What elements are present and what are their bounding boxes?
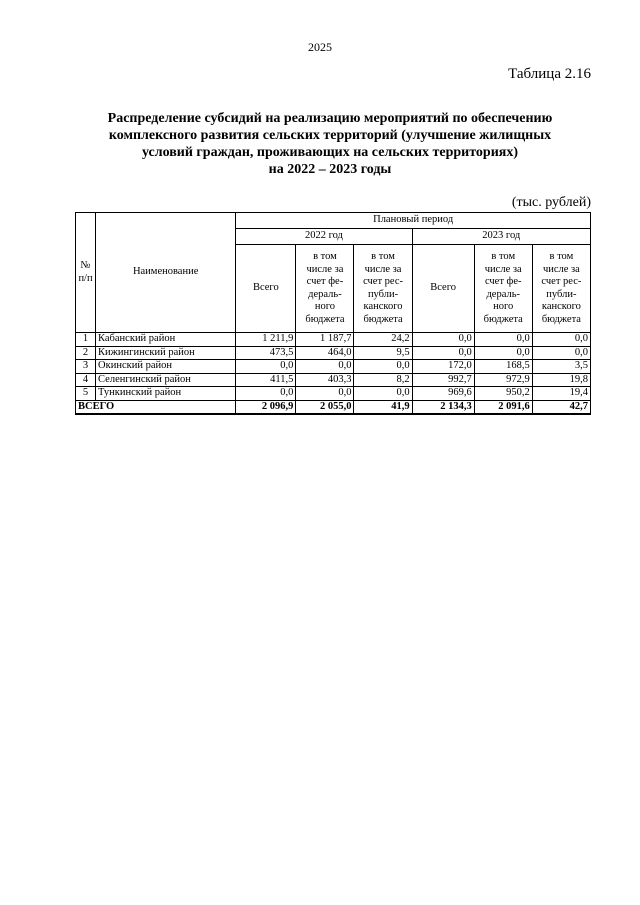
cell-value: 464,0	[296, 346, 354, 360]
total-value: 42,7	[532, 400, 590, 414]
cell-value: 172,0	[412, 360, 474, 374]
page-number: 2025	[308, 40, 332, 54]
header-period: Плановый период	[236, 213, 591, 229]
row-name: Кабанский район	[96, 333, 236, 347]
row-number: 5	[76, 387, 96, 401]
cell-value: 403,3	[296, 373, 354, 387]
table-row	[76, 360, 591, 374]
subsidy-table	[75, 212, 591, 415]
cell-value: 0,0	[354, 387, 412, 401]
title-line: комплексного развития сельских территорий (улучшение жилищных	[108, 128, 552, 143]
table-label: Таблица 2.16	[508, 66, 591, 82]
cell-value: 0,0	[412, 333, 474, 347]
cell-value: 24,2	[354, 333, 412, 347]
header-federal-2023: в том числе за счет фе- дераль- ного бюджета	[474, 245, 532, 333]
units-label: (тыс. рублей)	[511, 195, 591, 210]
header-republic-2022: в том числе за счет рес- публи- канского бюджета	[354, 245, 412, 333]
header-federal-2022: в том числе за счет фе- дераль- ного бюджета	[296, 245, 354, 333]
cell-value: 0,0	[474, 333, 532, 347]
row-number: 3	[76, 360, 96, 374]
document-title	[70, 110, 590, 178]
row-number: 4	[76, 373, 96, 387]
total-value: 2 134,3	[412, 400, 474, 414]
title-line: условий граждан, проживающих на сельских территориях)	[141, 145, 519, 160]
header-name: Наименование	[96, 213, 236, 333]
cell-value: 3,5	[532, 360, 590, 374]
header-republic-2023: в том числе за счет рес- публи- канского бюджета	[532, 245, 590, 333]
total-value: 2 055,0	[296, 400, 354, 414]
total-value: 41,9	[354, 400, 412, 414]
cell-value: 473,5	[236, 346, 296, 360]
cell-value: 19,4	[532, 387, 590, 401]
table-row	[76, 387, 591, 401]
cell-value: 1 187,7	[296, 333, 354, 347]
cell-value: 0,0	[412, 346, 474, 360]
row-number: 1	[76, 333, 96, 347]
cell-value: 972,9	[474, 373, 532, 387]
cell-value: 0,0	[474, 346, 532, 360]
cell-value: 0,0	[354, 360, 412, 374]
row-name: Тункинский район	[96, 387, 236, 401]
cell-value: 950,2	[474, 387, 532, 401]
header-year-2022: 2022 год	[236, 229, 412, 245]
header-total-2022: Всего	[236, 245, 296, 333]
total-row	[76, 400, 591, 414]
row-name: Окинский район	[96, 360, 236, 374]
header-year-2023: 2023 год	[412, 229, 590, 245]
table-row	[76, 346, 591, 360]
cell-value: 0,0	[532, 333, 590, 347]
cell-value: 0,0	[236, 387, 296, 401]
row-name: Кижингинский район	[96, 346, 236, 360]
cell-value: 0,0	[296, 387, 354, 401]
cell-value: 0,0	[236, 360, 296, 374]
row-number: 2	[76, 346, 96, 360]
cell-value: 969,6	[412, 387, 474, 401]
title-line: Распределение субсидий на реализацию мероприятий по обеспечению	[107, 111, 553, 126]
total-label: ВСЕГО	[76, 400, 236, 414]
cell-value: 19,8	[532, 373, 590, 387]
table-row	[76, 373, 591, 387]
header-number: № п/п	[76, 213, 96, 333]
row-name: Селенгинский район	[96, 373, 236, 387]
cell-value: 8,2	[354, 373, 412, 387]
cell-value: 411,5	[236, 373, 296, 387]
cell-value: 168,5	[474, 360, 532, 374]
cell-value: 992,7	[412, 373, 474, 387]
cell-value: 0,0	[296, 360, 354, 374]
cell-value: 1 211,9	[236, 333, 296, 347]
table-row	[76, 333, 591, 347]
cell-value: 9,5	[354, 346, 412, 360]
cell-value: 0,0	[532, 346, 590, 360]
header-total-2023: Всего	[412, 245, 474, 333]
total-value: 2 096,9	[236, 400, 296, 414]
total-value: 2 091,6	[474, 400, 532, 414]
title-line: на 2022 – 2023 годы	[268, 162, 392, 177]
